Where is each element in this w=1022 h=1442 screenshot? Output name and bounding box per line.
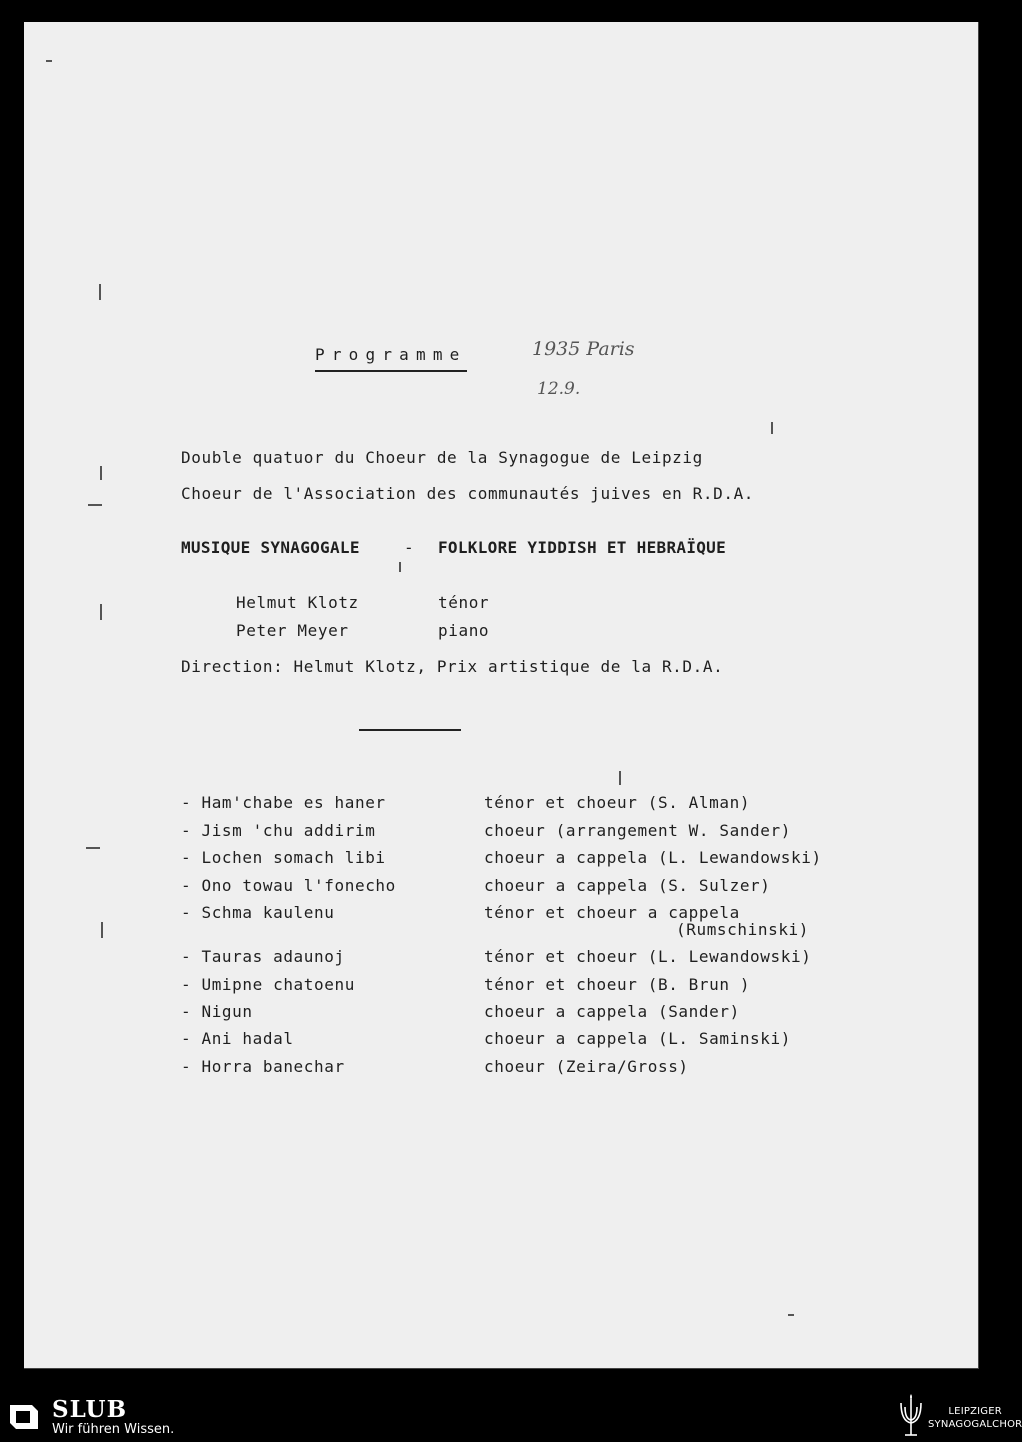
footer-bar [0, 1391, 1022, 1442]
program-item-title: - Ono towau l'fonecho [181, 876, 396, 895]
document-page [24, 22, 979, 1369]
handwritten-year-place: 1935 Paris [532, 338, 635, 360]
direction-line: Direction: Helmut Klotz, Prix artistique de la R.D.A. [181, 657, 724, 676]
program-item-title: - Jism 'chu addirim [181, 821, 376, 840]
paper-mark [619, 771, 621, 785]
program-item-title: - Ham'chabe es haner [181, 793, 386, 812]
program-item-title: - Nigun [181, 1002, 253, 1021]
slub-tagline: Wir führen Wissen. [52, 1422, 175, 1437]
paper-mark [46, 60, 52, 62]
program-item-detail: ténor et choeur (B. Brun ) [484, 975, 751, 994]
section-divider [359, 729, 461, 731]
program-item-detail-continued: (Rumschinski) [676, 920, 810, 939]
paper-mark [99, 284, 101, 300]
paper-mark [101, 922, 103, 938]
genre-left: MUSIQUE SYNAGOGALE [181, 538, 360, 557]
paper-mark [100, 604, 102, 620]
paper-mark [399, 562, 401, 572]
program-item-detail: ténor et choeur (S. Alman) [484, 793, 751, 812]
handwritten-date: 12.9. [537, 379, 581, 399]
program-item-detail: choeur a cappela (L. Lewandowski) [484, 848, 822, 867]
program-item-title: - Tauras adaunoj [181, 947, 345, 966]
genre-dash: - [404, 538, 415, 557]
slub-name: SLUB [52, 1396, 128, 1423]
program-item-detail: choeur a cappela (L. Saminski) [484, 1029, 791, 1048]
paper-mark [771, 422, 773, 434]
performer-role: ténor [438, 593, 490, 612]
intro-line-1: Double quatuor du Choeur de la Synagogue de Leipzig [181, 448, 703, 467]
program-item-title: - Lochen somach libi [181, 848, 386, 867]
program-item-title: - Horra banechar [181, 1057, 345, 1076]
program-item-detail: choeur a cappela (Sander) [484, 1002, 740, 1021]
program-item-title: - Umipne chatoenu [181, 975, 355, 994]
partner-line-2: SYNAGOGALCHOR [928, 1419, 1022, 1430]
program-item-title: - Ani hadal [181, 1029, 294, 1048]
performer-role: piano [438, 621, 490, 640]
program-item-detail: ténor et choeur a cappela [484, 903, 740, 922]
paper-mark [88, 504, 102, 506]
slub-logo-icon [8, 1401, 40, 1433]
program-item-detail: ténor et choeur (L. Lewandowski) [484, 947, 812, 966]
program-item-title: - Schma kaulenu [181, 903, 335, 922]
paper-mark [788, 1314, 794, 1316]
genre-right: FOLKLORE YIDDISH ET HEBRAÏQUE [438, 538, 727, 557]
partner-name [928, 1405, 1022, 1431]
paper-mark [100, 466, 102, 480]
program-item-detail: choeur (arrangement W. Sander) [484, 821, 791, 840]
paper-mark [86, 847, 100, 849]
page-title: Programme [315, 345, 467, 372]
performer-name: Helmut Klotz [236, 593, 359, 612]
menorah-icon [897, 1393, 925, 1439]
partner-line-1: LEIPZIGER [948, 1406, 1002, 1417]
intro-line-2: Choeur de l'Association des communautés juives en R.D.A. [181, 484, 755, 503]
performer-name: Peter Meyer [236, 621, 349, 640]
program-item-detail: choeur a cappela (S. Sulzer) [484, 876, 771, 895]
program-item-detail: choeur (Zeira/Gross) [484, 1057, 689, 1076]
